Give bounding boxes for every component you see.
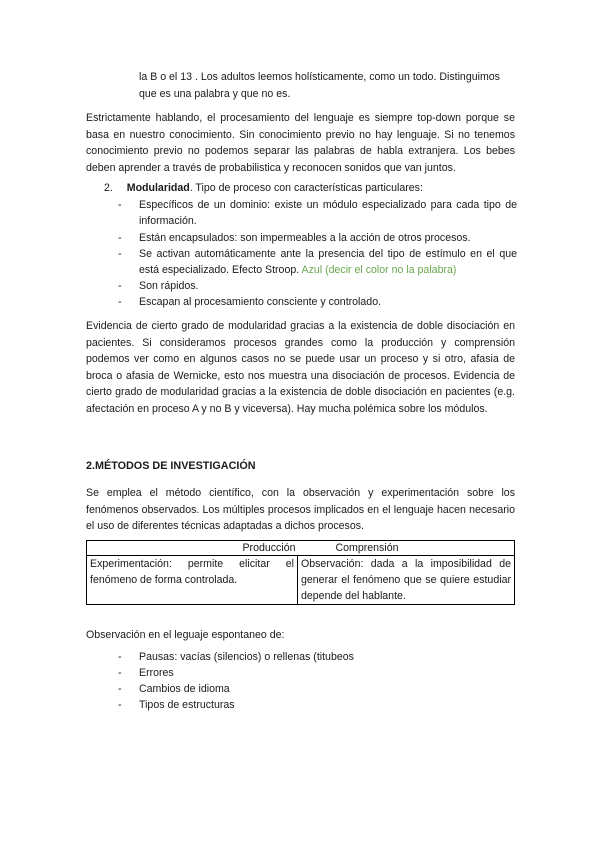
list-item: - Pausas: vacías (silencios) o rellenas (titubeos xyxy=(118,651,354,663)
bullet-item: - Son rápidos. xyxy=(118,280,199,292)
list-item: - Cambios de idioma xyxy=(118,683,230,695)
list-item: - Errores xyxy=(118,667,174,679)
item-2-title: Modularidad xyxy=(126,182,190,194)
dash-bullet-icon: - xyxy=(118,232,122,244)
dash-bullet-icon: - xyxy=(118,683,122,695)
table-cell-produccion: Experimentación: permite elicitar el fenómeno de forma controlada. xyxy=(87,556,298,605)
top-line-2: que es una palabra y que no es. xyxy=(139,88,291,100)
dash-bullet-icon: - xyxy=(118,296,122,308)
dash-bullet-icon: - xyxy=(118,248,122,260)
table-header-row xyxy=(87,541,515,556)
dash-bullet-icon: - xyxy=(118,280,122,292)
bullet-item: - Escapan al procesamiento consciente y controlado. xyxy=(118,296,382,308)
paragraph-top-down: Estrictamente hablando, el procesamiento del lenguaje es siempre top-down porque se basa en nuestro conocimiento. Sin conocimiento previo no hay lenguaje. Si no tenemos conocimiento previo no podemos separar las palabras de habla extranjera. Los bebes deben aprender a través de probabilistica y reconocen sonidos que van juntos. xyxy=(86,112,515,174)
bullet-item: - Se activan automáticamente ante la presencia del tipo de estímulo en el que está especializado. Efecto Stroop. Azul (decir el color no la palabra) xyxy=(118,248,517,276)
bullet-item: - Están encapsulados: son impermeables a la acción de otros procesos. xyxy=(118,232,471,244)
dash-bullet-icon: - xyxy=(118,699,122,711)
item-2-number: 2. xyxy=(104,182,113,194)
table-row xyxy=(87,556,515,605)
table-header-produccion: Producción xyxy=(242,542,296,554)
section-heading: 2.MÉTODOS DE INVESTIGACIÓN xyxy=(86,460,256,472)
table-header-comprension: Comprensión xyxy=(335,542,399,554)
list-item: - Tipos de estructuras xyxy=(118,699,235,711)
production-comprehension-table xyxy=(86,540,515,605)
item-2-rest: . Tipo de proceso con características particulares: xyxy=(189,182,423,194)
dash-bullet-icon: - xyxy=(118,199,122,211)
paragraph-metodo: Se emplea el método científico, con la observación y experimentación sobre los fenómenos observados. Los múltiples procesos implicados en el lenguaje hacen necesario el uso de diferentes técnicas adaptadas a dichos procesos. xyxy=(86,487,515,533)
dash-bullet-icon: - xyxy=(118,651,122,663)
dash-bullet-icon: - xyxy=(118,667,122,679)
observation-title: Observación en el leguaje espontaneo de: xyxy=(86,629,285,641)
bullet-item: - Específicos de un dominio: existe un módulo especializado para cada tipo de información. xyxy=(118,199,517,227)
top-line-1: la B o el 13 . Los adultos leemos holísticamente, como un todo. Distinguimos xyxy=(139,71,500,83)
table-cell-comprension: Observación: dada a la imposibilidad de generar el fenómeno que se quiere estudiar depende del hablante. xyxy=(298,556,515,605)
stroop-note: Azul (decir el color no la palabra) xyxy=(301,264,457,276)
paragraph-modularidad-evidence: Evidencia de cierto grado de modularidad gracias a la existencia de doble disociación en pacientes. Si consideramos procesos grandes como la producción y comprensión podemos ver como en algunos casos no se puede usar un proceso y si otro, afasia de broca o afasia de Wernicke, esto nos muestra una disociación de procesos. Evidencia de cierto grado de modularidad gracias a la existencia de doble disociación en pacientes (e.g. afectación en proceso A y no B y viceversa). Hay mucha polémica sobre los módulos. xyxy=(86,320,515,415)
item-2-header xyxy=(104,180,524,197)
